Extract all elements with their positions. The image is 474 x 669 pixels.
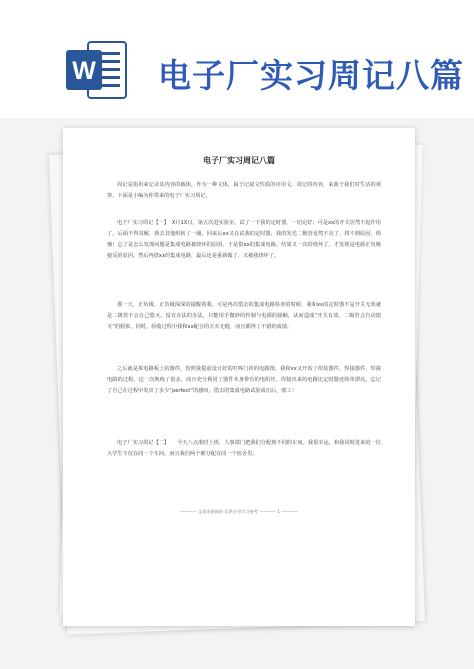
paragraph-intro: 周记是指用来记录其内容的载体，作为一种文体，属于记叙文性质的应用文。周记的内容，来源于我们对生活的观察，下面是小编为你带来的电子厂实习周记。 — [107, 182, 381, 199]
document-title: 电子厂实习周记八篇 — [203, 156, 275, 165]
paragraph-week-one: 电子厂实习周记【一】 X月1X日，第五次进实验室。试了一下我的定时器，一切完好；可是xx的开关居然不起作用了。后面不得其解，我去其他组转了一圈。回来后xx又在试我的定时器，我的发光二极管竟然不亮了。找不到原因，烦恼！忘了是怎么发现问题是集成电路被烧坏的原因，于是借xx的集成电路，结果又一次给烧坏了，才发现是电源正负极接反的原因。然后再借xx的集成电路，最后还是重新做了，又被我烧坏了。 — [107, 220, 381, 259]
banner-title: 电子厂实习周记八篇 — [158, 56, 464, 95]
paragraph-doorbell: 之后就是拆电路板上的器件，按照我提前设计好的叮咚门铃的电路图，我和xx又开始了组装器件、焊接器件、焊接电路的过程。这一次熟练了很多，而且充分利用了器件本身带有的电阻丝，焊接出来的电路比定时器还简单漂亮。忘记了自己在过程中发出了多少“perfect”的感叹。借去的集成电路试验成功后，收工！ — [107, 366, 381, 394]
word-document-icon — [62, 36, 130, 104]
header-banner — [0, 0, 474, 118]
document-page — [63, 128, 415, 626]
paragraph-polarity: 那一天，正负极、正负极深深的提醒着我。可是再次借去的集成电路检查的时候，我和xx的定时器不是开关无效就是二级管不会自己熄灭。没有办法的办法，只能用手微妙的控制与电源的接触，从而造成“开关有效、二级管会自动熄灭”的假象。同时，验收过程中我和xx配合的天衣无缝，而且都得了不错的成绩。 — [107, 302, 381, 330]
paragraph-week-two: 电子厂实习周记【二】 今天八点准时上班，人事部门把我们分配到不同的车间。我很幸运，和我同时进来的一位大学生不仅在同一个车间，而且我们两个被分配在同一个宿舍里。 — [107, 440, 381, 457]
word-icon-letter: W — [72, 57, 96, 85]
page-footer: ———— 文章来源网络 仅供分享学习参考 ———— 1 ———— — [179, 509, 299, 514]
